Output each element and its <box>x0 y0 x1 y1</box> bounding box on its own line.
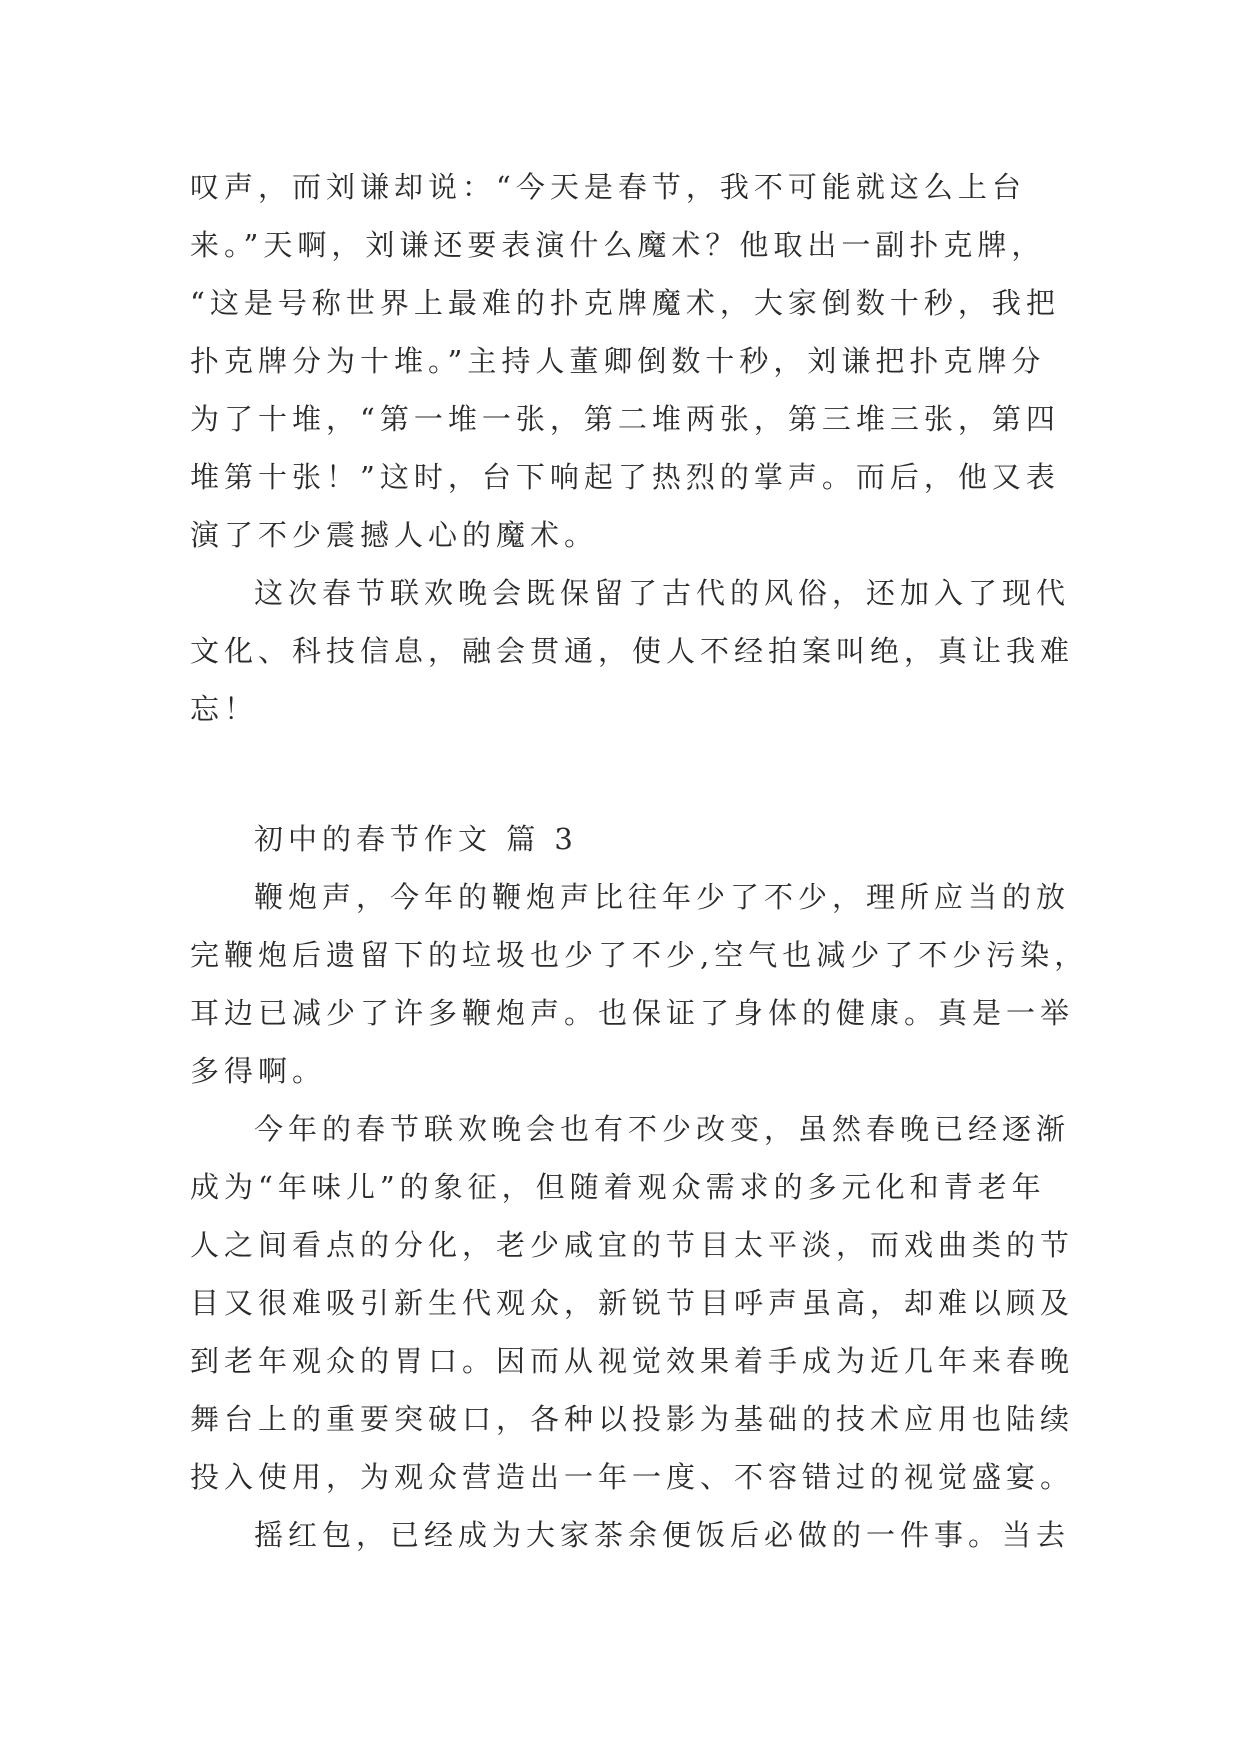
paragraph-line: 演了不少震撼人心的魔术。 <box>190 518 599 552</box>
document-body <box>190 158 1089 1564</box>
paragraph-line: 今年的春节联欢晚会也有不少改变，虽然春晚已经逐渐 <box>254 1112 1071 1146</box>
paragraph-line: 目又很难吸引新生代观众，新锐节目呼声虽高，却难以顾及 <box>190 1286 1075 1320</box>
paragraph-line: 耳边已减少了许多鞭炮声。也保证了身体的健康。真是一举 <box>190 996 1075 1030</box>
paragraph-line: 扑克牌分为十堆。”主持人董卿倒数十秒，刘谦把扑克牌分 <box>190 344 1046 378</box>
paragraph-line: 鞭炮声，今年的鞭炮声比往年少了不少，理所应当的放 <box>254 880 1071 914</box>
paragraph-line: 到老年观众的胃口。因而从视觉效果着手成为近几年来春晚 <box>190 1344 1075 1378</box>
paragraph-line: 堆第十张！”这时，台下响起了热烈的掌声。而后，他又表 <box>190 460 1060 494</box>
paragraph-line: 摇红包，已经成为大家茶余便饭后必做的一件事。当去 <box>254 1518 1071 1552</box>
paragraph-line: 这次春节联欢晚会既保留了古代的风俗，还加入了现代 <box>254 576 1071 610</box>
paragraph-5 <box>190 1506 1071 1564</box>
paragraph-line: 多得啊。 <box>190 1054 327 1088</box>
paragraph-line: 文化、科技信息，融会贯通，使人不经拍案叫绝，真让我难 <box>190 634 1075 668</box>
paragraph-line: 叹声，而刘谦却说：“今天是春节，我不可能就这么上台 <box>190 170 1026 204</box>
section-spacer <box>190 738 1055 810</box>
section-title: 初中的春节作文 篇 3 <box>254 822 578 856</box>
paragraph-1 <box>190 158 1060 564</box>
paragraph-4 <box>190 1100 1075 1506</box>
paragraph-line: 成为“年味儿”的象征，但随着观众需求的多元化和青老年 <box>190 1170 1046 1204</box>
paragraph-line: 投入使用，为观众营造出一年一度、不容错过的视觉盛宴。 <box>190 1460 1075 1494</box>
paragraph-line: 舞台上的重要突破口，各种以投影为基础的技术应用也陆续 <box>190 1402 1075 1436</box>
paragraph-line: 人之间看点的分化，老少咸宜的节目太平淡，而戏曲类的节 <box>190 1228 1075 1262</box>
paragraph-line: 来。”天啊，刘谦还要表演什么魔术？他取出一副扑克牌， <box>190 228 1046 262</box>
paragraph-2 <box>190 564 1075 738</box>
paragraph-line: “这是号称世界上最难的扑克牌魔术，大家倒数十秒，我把 <box>190 286 1060 320</box>
paragraph-line: 为了十堆，“第一堆一张，第二堆两张，第三堆三张，第四 <box>190 402 1060 436</box>
paragraph-line: 完鞭炮后遗留下的垃圾也少了不少,空气也减少了不少污染， <box>190 938 1089 972</box>
paragraph-3 <box>190 868 1089 1100</box>
paragraph-line: 忘！ <box>190 692 259 726</box>
